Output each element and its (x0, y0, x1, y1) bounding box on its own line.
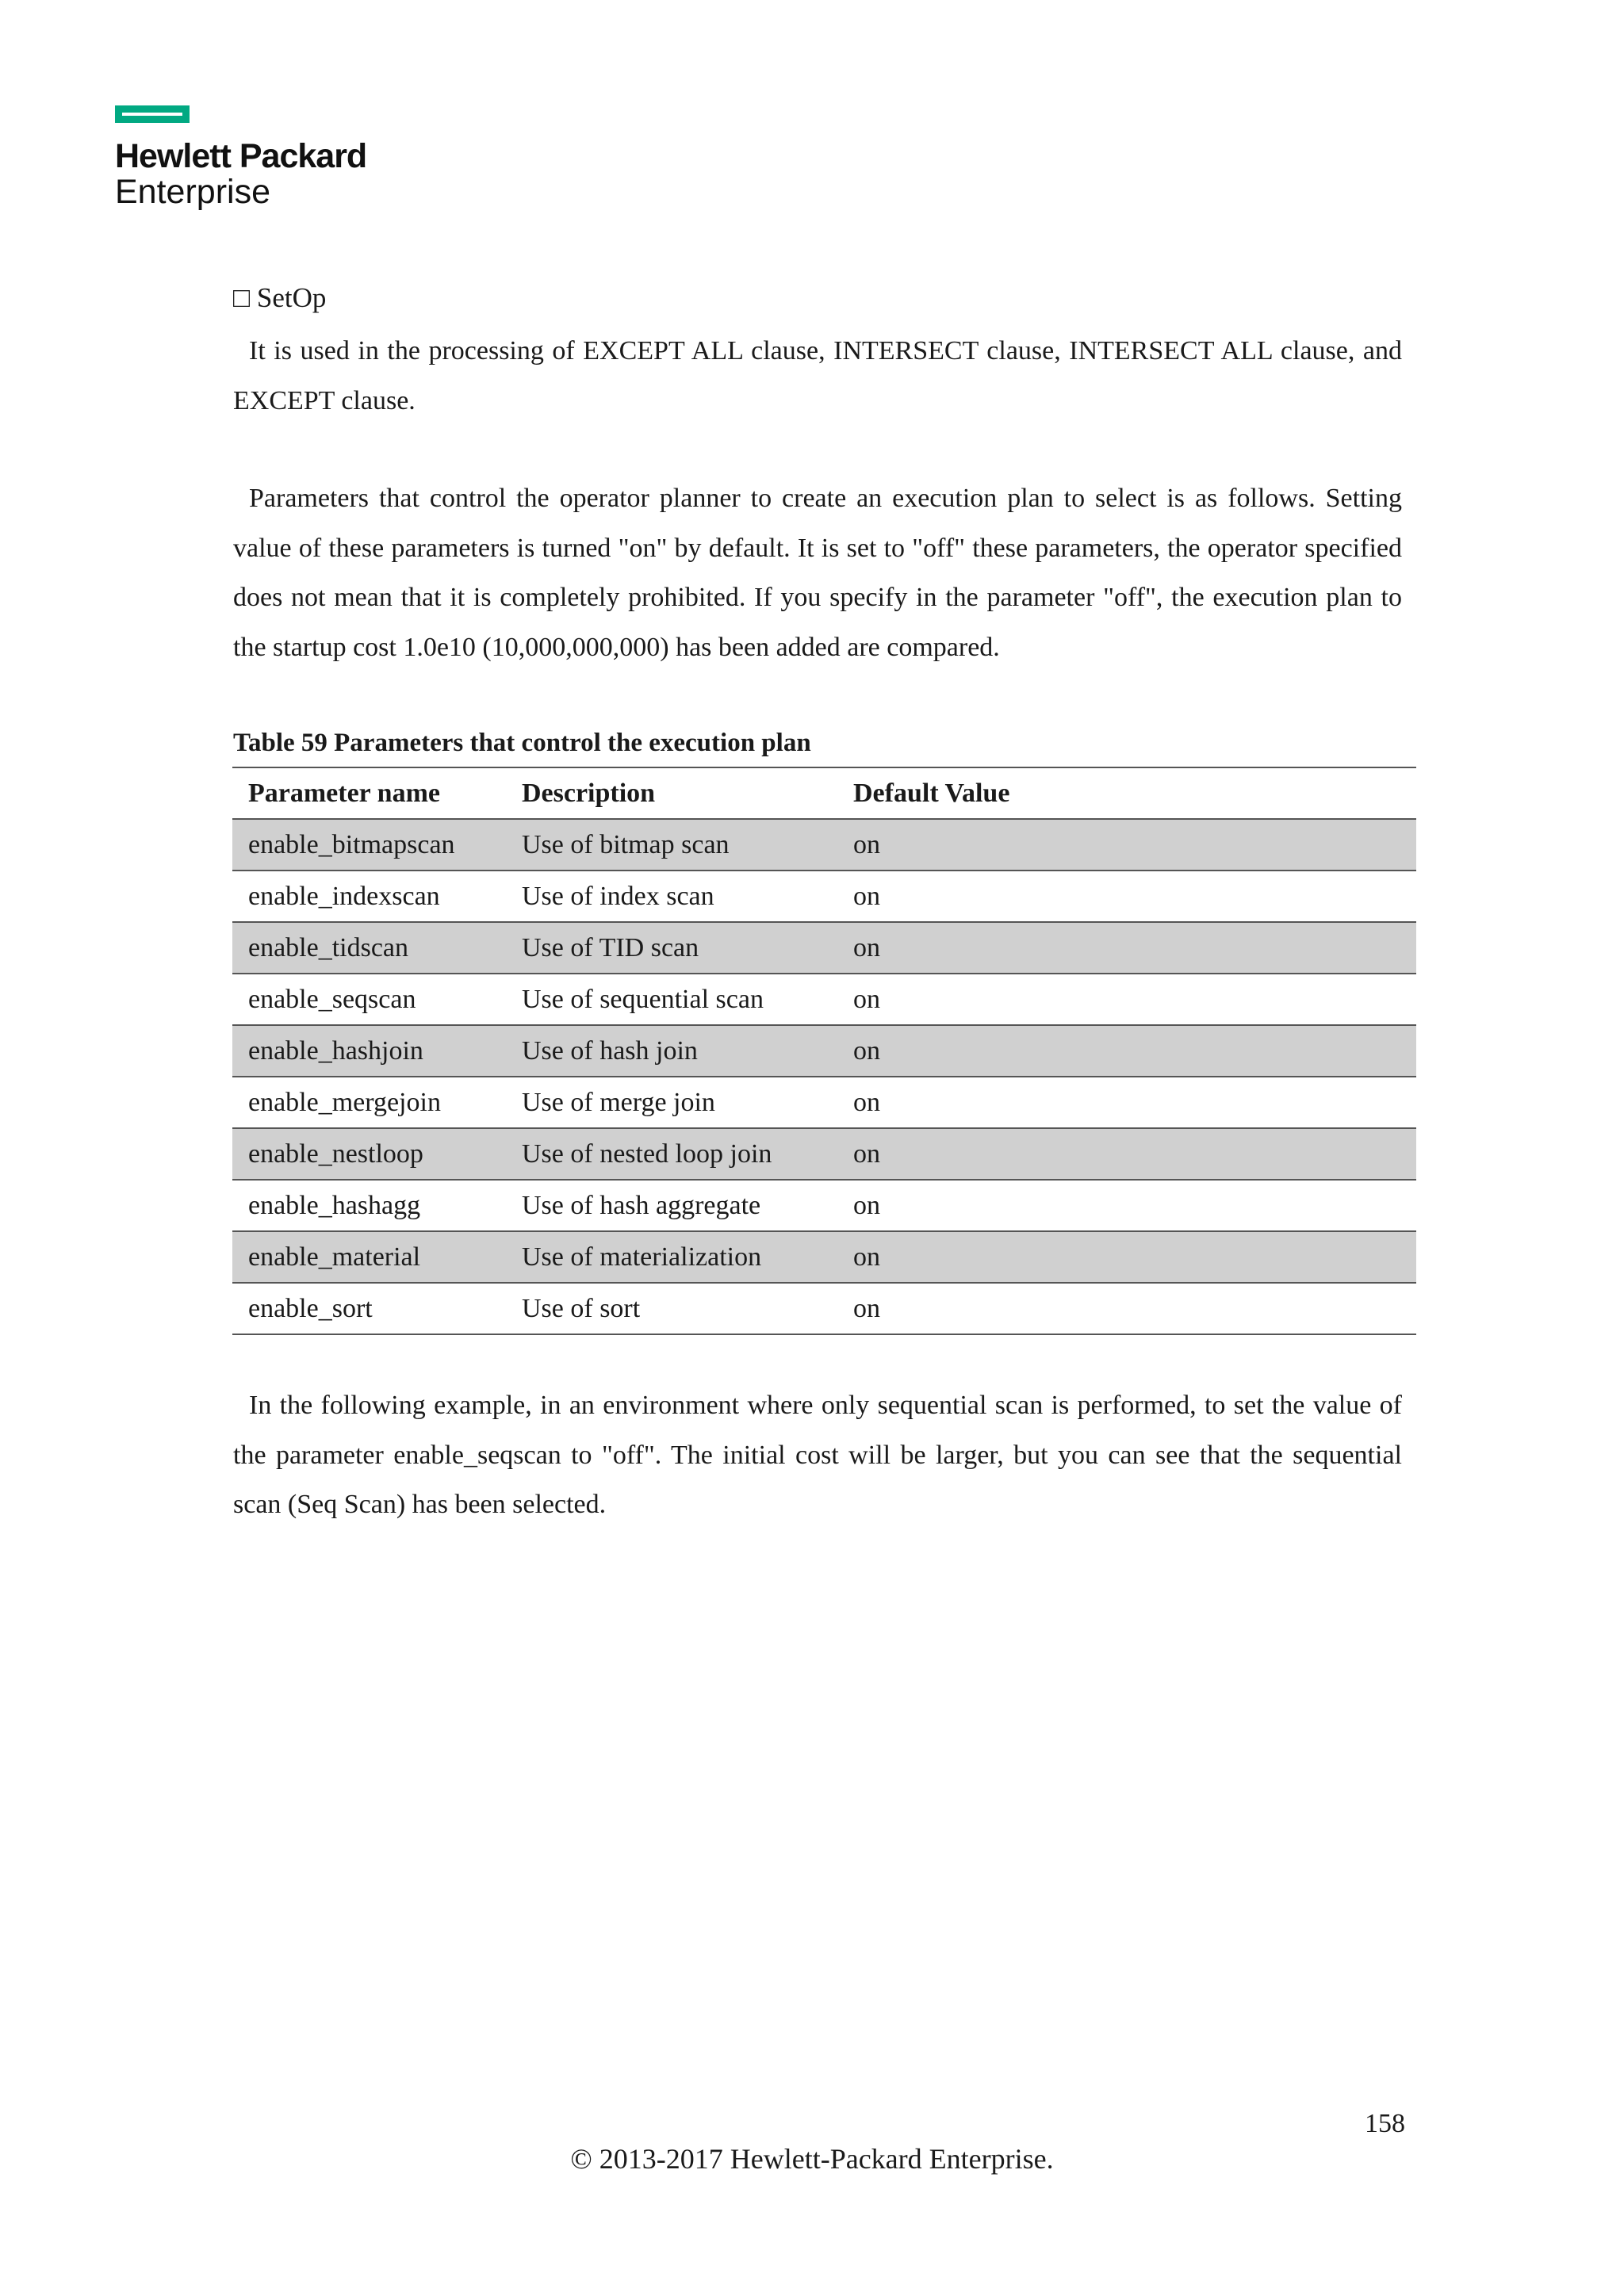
cell-default-value: on (837, 1283, 1416, 1334)
parameters-table (232, 767, 1416, 1335)
table-row (232, 1077, 1416, 1128)
cell-default-value: on (837, 922, 1416, 974)
cell-parameter-name: enable_mergejoin (232, 1077, 506, 1128)
cell-parameter-name: enable_bitmapscan (232, 819, 506, 871)
column-header-parameter-name: Parameter name (232, 767, 506, 819)
column-header-default-value: Default Value (837, 767, 1416, 819)
cell-description: Use of materialization (506, 1231, 837, 1283)
logo-text-line2: Enterprise (115, 173, 270, 211)
section-bullet-setop: □ SetOp (233, 282, 327, 313)
cell-default-value: on (837, 1231, 1416, 1283)
table-row (232, 1283, 1416, 1334)
cell-default-value: on (837, 1180, 1416, 1231)
cell-parameter-name: enable_hashagg (232, 1180, 506, 1231)
paragraph-seqscan-example: In the following example, in an environment where only sequential scan is performed, to set the value of the parameter enable_seqscan to "off". The initial cost will be larger, but you can see that the sequential scan (Seq Scan) has been selected. (233, 1391, 1402, 1519)
cell-default-value: on (837, 871, 1416, 922)
table-row (232, 1128, 1416, 1180)
logo-text-line1: Hewlett Packard (115, 137, 367, 175)
table-row (232, 871, 1416, 922)
cell-description: Use of TID scan (506, 922, 837, 974)
cell-default-value: on (837, 1025, 1416, 1077)
paragraph-planner-parameters: Parameters that control the operator planner to create an execution plan to select is as follows. Setting value of these parameters is turned "on" by default. It is set to "off" these parameters, the operator specified does not mean that it is completely prohibited. If you specify in the parameter "off", the execution plan to the startup cost 1.0e10 (10,000,000,000) has been added are compared. (233, 484, 1402, 662)
table-row (232, 819, 1416, 871)
cell-description: Use of hash join (506, 1025, 837, 1077)
cell-description: Use of bitmap scan (506, 819, 837, 871)
paragraph-setop-description: It is used in the processing of EXCEPT ALL clause, INTERSECT clause, INTERSECT ALL clause, and EXCEPT clause. (233, 336, 1402, 415)
cell-parameter-name: enable_nestloop (232, 1128, 506, 1180)
table-row (232, 922, 1416, 974)
hpe-logo-mark-icon (115, 105, 190, 123)
hpe-logo (115, 105, 366, 210)
cell-parameter-name: enable_indexscan (232, 871, 506, 922)
table-row (232, 1180, 1416, 1231)
cell-description: Use of sort (506, 1283, 837, 1334)
cell-default-value: on (837, 819, 1416, 871)
cell-description: Use of nested loop join (506, 1128, 837, 1180)
table-header-row (232, 767, 1416, 819)
table-row (232, 1231, 1416, 1283)
cell-parameter-name: enable_seqscan (232, 974, 506, 1025)
cell-description: Use of merge join (506, 1077, 837, 1128)
cell-default-value: on (837, 974, 1416, 1025)
page-number: 158 (1365, 2109, 1405, 2138)
column-header-description: Description (506, 767, 837, 819)
cell-parameter-name: enable_hashjoin (232, 1025, 506, 1077)
cell-parameter-name: enable_sort (232, 1283, 506, 1334)
cell-parameter-name: enable_tidscan (232, 922, 506, 974)
cell-description: Use of hash aggregate (506, 1180, 837, 1231)
table-row (232, 1025, 1416, 1077)
cell-default-value: on (837, 1128, 1416, 1180)
table-caption: Table 59 Parameters that control the execution plan (233, 729, 811, 757)
table-row (232, 974, 1416, 1025)
copyright-footer: © 2013-2017 Hewlett-Packard Enterprise. (570, 2143, 1054, 2175)
cell-description: Use of index scan (506, 871, 837, 922)
cell-description: Use of sequential scan (506, 974, 837, 1025)
cell-default-value: on (837, 1077, 1416, 1128)
cell-parameter-name: enable_material (232, 1231, 506, 1283)
